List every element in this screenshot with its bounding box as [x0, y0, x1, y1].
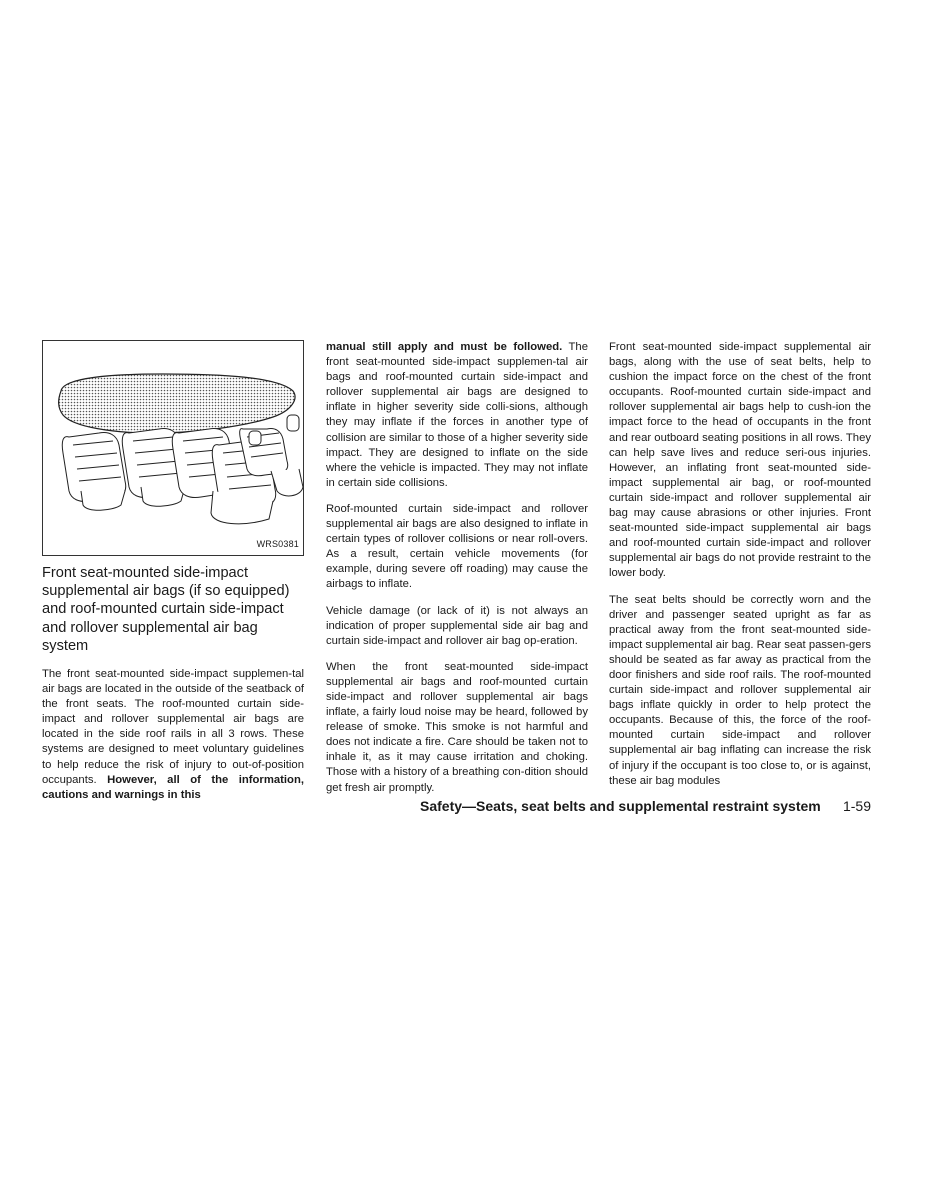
paragraph — [326, 340, 588, 491]
paragraph: Roof-mounted curtain side-impact and rollover supplemental air bags are also designed to inflate in certain types of rollover collisions or near roll-overs. As a result, certain vehicle movements (for example, during severe off roading) may cause the airbags to inflate. — [326, 502, 588, 591]
page-number: 1-59 — [842, 798, 871, 814]
paragraph: When the front seat-mounted side-impact supplemental air bags and roof-mounted curtain side-impact and rollover supplemental air bags inflate, a fairly loud noise may be heard, followed by release of smoke. This smoke is not harmful and does not indicate a fire. Care should be taken not to inhale it, as it may cause irritation and choking. Those with a history of a breathing con-dition should get fresh air promptly. — [326, 660, 588, 794]
footer-section-title: Safety—Seats, seat belts and supplemental restraint system — [420, 798, 821, 814]
airbag-seats-illustration — [43, 341, 303, 555]
paragraph: Vehicle damage (or lack of it) is not always an indication of proper supplemental side air bag and curtain side-impact and rollover air bag op-eration. — [326, 604, 588, 647]
page-footer — [420, 797, 871, 815]
paragraph — [42, 667, 304, 803]
paragraph: The seat belts should be correctly worn and the driver and passenger seated upright as far as practical away from the front seat-mounted side-impact supplemental air bag. Rear seat passen-gers should be seated as far away as practical from the door finishers and side roof rails. The roof-mounted curtain side-impact and rollover supplemental air bags inflate quickly in order to help protect the occupants. Because of this, the force of the roof-mounted curtain side-impact and rollover supplemental air bag inflating can increase the risk of injury if the occupant is too close to, or is against, these air bag modules — [609, 593, 871, 787]
paragraph: Front seat-mounted side-impact supplemental air bags, along with the use of seat belts, help to cushion the impact force on the chest of the front occupants. Roof-mounted curtain side-impact and rollover supplemental air bags help to cush-ion the impact force to the head of occupants in the front and rear outboard seating positions in all rows. They can help save lives and reduce seri-ous injuries. However, an inflating front seat-mounted side-impact supplemental air bag, or roof-mounted curtain side-impact and rollover supplemental air bag may cause abrasions or other injuries. Front seat-mounted side-impact supplemental air bags and roof-mounted curtain side-impact and rollover supplemental air bags do not provide restraint to the lower body. — [609, 341, 871, 580]
column-1 — [42, 340, 304, 814]
curtain-airbag-shape — [59, 374, 295, 433]
paragraph-bold-text: However, all of the information, cautions and warnings in this — [42, 773, 304, 801]
paragraph-text: The front seat-mounted side-impact supplemen-tal air bags are located in the outside of the seatback of the front seats. The roof-mounted curtain side-impact and rollover supplemental air bags are located in the side roof rails in all 3 rows. These systems are designed to meet voluntary guidelines to help reduce the risk of injury to out-of-position occupants. — [42, 668, 304, 786]
section-heading: Front seat-mounted side-impact supplemental air bags (if so equipped) and roof-mounted curtain side-impact and rollover supplemental air bag system — [42, 565, 290, 654]
paragraph-text: The front seat-mounted side-impact supplemen-tal air bags and roof-mounted curtain side-impact and rollover supplemental air bags are designed to inflate in higher severity side colli-sions, although they may inflate if the forces in another type of collision are similar to those of a higher severity side impact. They are designed to inflate on the side where the vehicle is impacted. They may not inflate in certain side collisions. — [326, 341, 588, 489]
column-2 — [326, 340, 588, 807]
column-3 — [609, 340, 871, 800]
paragraph-bold-text: manual still apply and must be followed. — [326, 341, 563, 353]
figure-frame — [42, 340, 304, 556]
figure-code: WRS0381 — [256, 538, 299, 549]
